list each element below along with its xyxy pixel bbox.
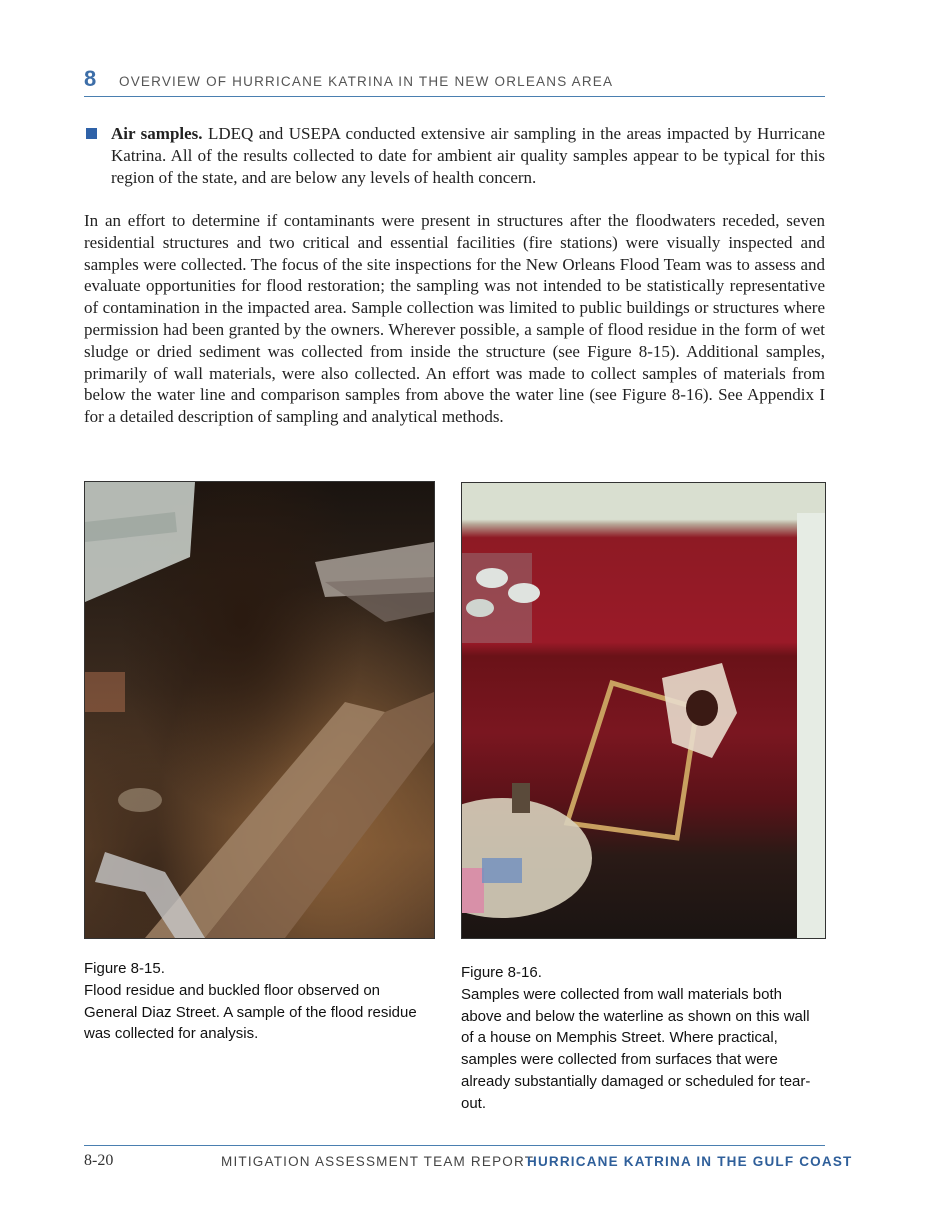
body-paragraph: In an effort to determine if contaminants were present in structures after the floodwaters receded, seven residential structures and two critical and essential facilities (fire stations) were visually inspected and samples were collected. The focus of the site inspections for the New Orleans Flood Team was to assess and evaluate opportunities for flood restoration; the sampling was not intended to be statistically representative of contamination in the impacted area. Sample collection was limited to public buildings or structures where permission had been granted by the owners. Wherever possible, a sample of flood residue in the form of wet sludge or dried sediment was collected from inside the structure (see Figure 8-15). Additional samples, primarily of wall materials, were also collected. An effort was made to collect samples of materials from below the water line and comparison samples from above the water line (see Figure 8-16). See Appendix I for a detailed description of sampling and analytical methods. xyxy=(84,211,825,427)
figure-label: Figure 8-15. xyxy=(84,960,165,977)
air-samples-bullet xyxy=(84,123,825,189)
figure-8-15-caption xyxy=(84,958,433,1045)
figure-8-15-photo xyxy=(84,481,435,939)
flood-floor-illustration xyxy=(85,482,434,938)
damaged-wall-illustration xyxy=(462,483,825,938)
report-subtitle: HURRICANE KATRINA IN THE GULF COAST xyxy=(527,1154,853,1169)
figure-8-16-photo xyxy=(461,482,826,939)
figure-label: Figure 8-16. xyxy=(461,964,542,981)
bullet-lead: Air samples. xyxy=(111,124,203,143)
figure-caption-text: Flood residue and buckled floor observed on General Diaz Street. A sample of the flood residue was collected for analysis. xyxy=(84,981,417,1043)
bullet-body: LDEQ and USEPA conducted extensive air sampling in the areas impacted by Hurricane Katrina. All of the results collected to date for ambient air quality samples appear to be typical for this region of the state, and are below any levels of health concern. xyxy=(111,124,825,187)
page-header xyxy=(84,66,825,97)
chapter-number: 8 xyxy=(84,66,97,91)
page-number: 8-20 xyxy=(84,1152,114,1169)
figure-8-16-caption xyxy=(461,962,825,1115)
chapter-title: OVERVIEW OF HURRICANE KATRINA IN THE NEW ORLEANS AREA xyxy=(119,74,614,89)
figure-caption-text: Samples were collected from wall materials both above and below the waterline as shown on this wall of a house on Memphis Street. Where practical, samples were collected from surfaces that were already substantially damaged or scheduled for tear-out. xyxy=(461,985,811,1112)
report-title: MITIGATION ASSESSMENT TEAM REPORT xyxy=(221,1154,535,1169)
square-bullet-icon xyxy=(86,128,97,139)
footer-divider xyxy=(84,1145,825,1146)
bullet-text xyxy=(111,123,825,189)
